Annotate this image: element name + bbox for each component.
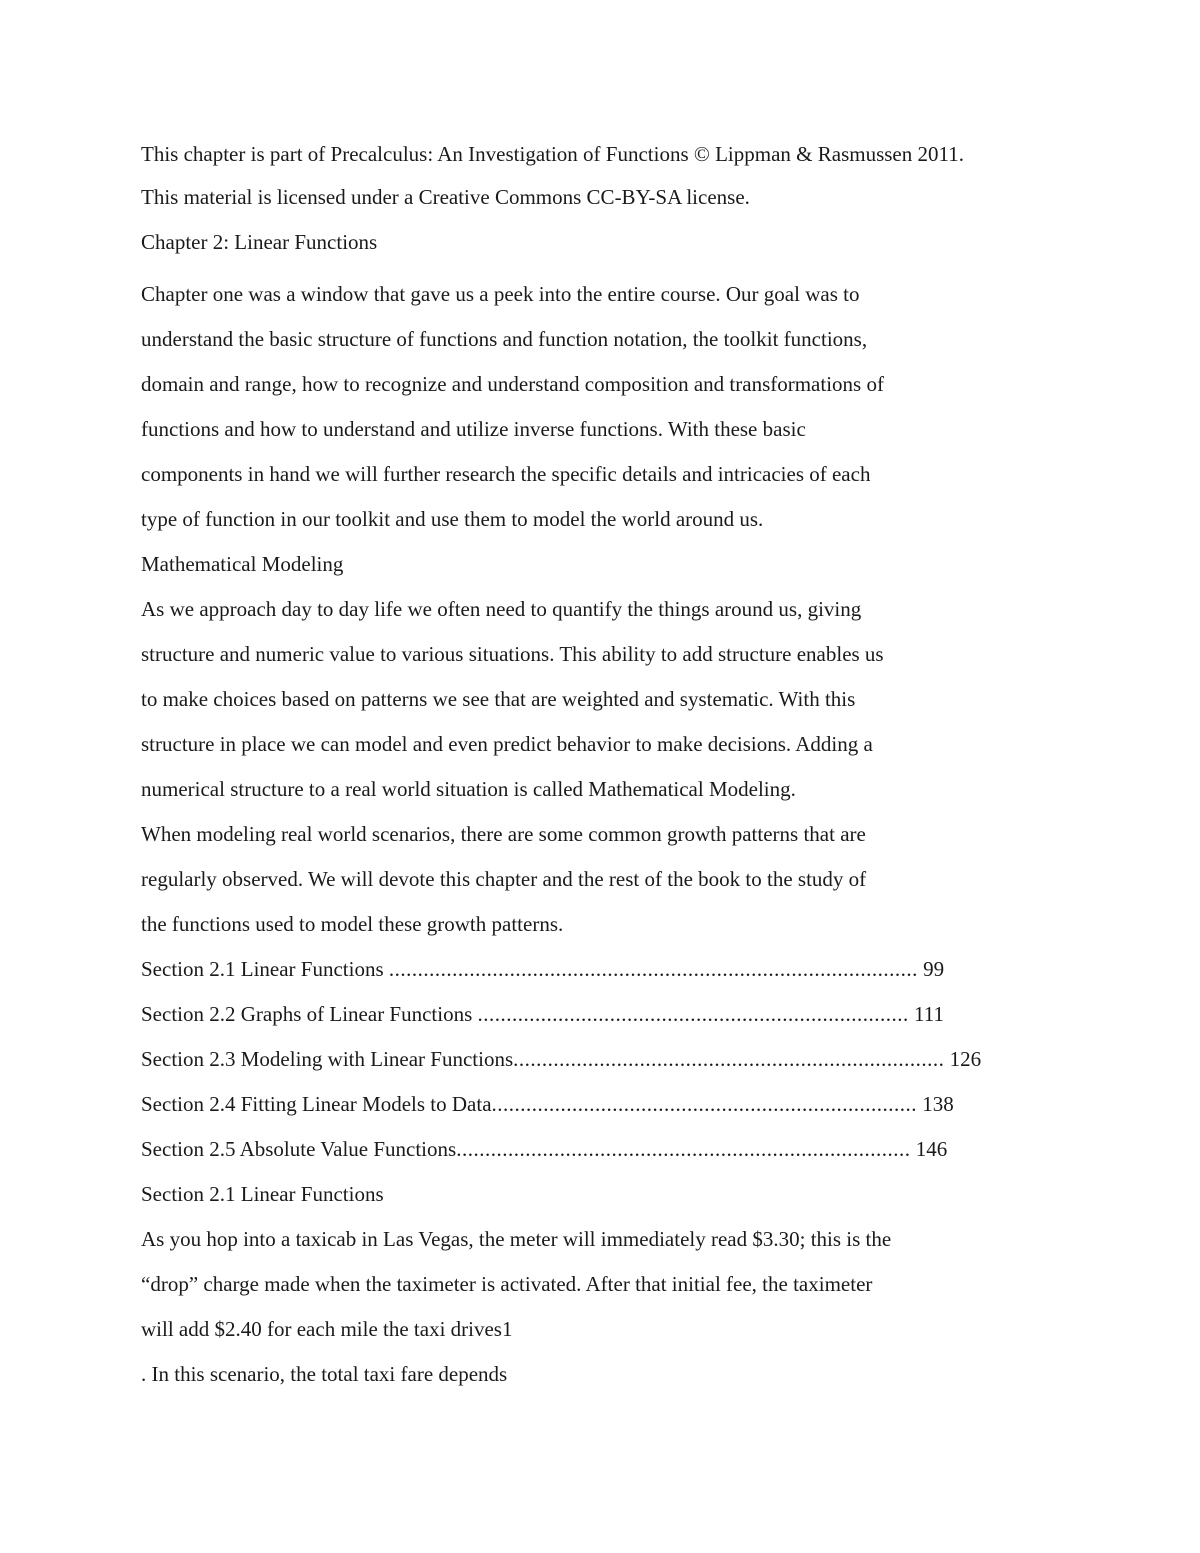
toc-label: Section 2.4 Fitting Linear Models to Data xyxy=(141,1092,492,1116)
toc-label: Section 2.2 Graphs of Linear Functions xyxy=(141,1002,478,1026)
toc-entry-2-3[interactable] xyxy=(141,1037,1021,1082)
text-line: functions and how to understand and utilize inverse functions. With these basic xyxy=(141,417,806,441)
text-line: structure and numeric value to various situations. This ability to add structure enables us xyxy=(141,642,884,666)
toc-leader-dots: ........................................................................... xyxy=(513,1047,945,1071)
text-line: understand the basic structure of functions and function notation, the toolkit functions, xyxy=(141,327,868,351)
copyright-notice: This chapter is part of Precalculus: An Investigation of Functions © Lippman & Rasmussen 2011. xyxy=(141,142,964,166)
toc-entry-2-1[interactable] xyxy=(141,947,1021,992)
toc-page-number: 99 xyxy=(917,957,945,981)
text-line: numerical structure to a real world situation is called Mathematical Modeling. xyxy=(141,777,796,801)
text-line: the functions used to model these growth patterns. xyxy=(141,912,564,936)
toc-label: Section 2.3 Modeling with Linear Functions xyxy=(141,1047,514,1071)
toc-page-number: 146 xyxy=(910,1137,948,1161)
text-line: components in hand we will further research the specific details and intricacies of each xyxy=(141,462,871,486)
toc-entry-2-4[interactable] xyxy=(141,1082,1021,1127)
text-line: structure in place we can model and even predict behavior to make decisions. Adding a xyxy=(141,732,873,756)
toc-leader-dots: ............................................................................... xyxy=(456,1137,911,1161)
table-of-contents xyxy=(141,947,1021,1172)
toc-leader-dots: .......................................................................... xyxy=(491,1092,918,1116)
toc-page-number: 126 xyxy=(944,1047,982,1071)
toc-label: Section 2.1 Linear Functions xyxy=(141,957,389,981)
toc-leader-dots: ........................................................................... xyxy=(477,1002,909,1026)
toc-entry-2-2[interactable] xyxy=(141,992,1021,1037)
text-line: When modeling real world scenarios, there are some common growth patterns that are xyxy=(141,822,866,846)
chapter-intro-paragraph xyxy=(141,272,1021,542)
section-paragraph xyxy=(141,1217,1021,1397)
license-notice: This material is licensed under a Creative Commons CC-BY-SA license. xyxy=(141,185,750,209)
text-line: As you hop into a taxicab in Las Vegas, the meter will immediately read $3.30; this is the xyxy=(141,1227,892,1251)
text-line: will add $2.40 for each mile the taxi drives1 xyxy=(141,1317,513,1341)
toc-label: Section 2.5 Absolute Value Functions xyxy=(141,1137,457,1161)
modeling-heading: Mathematical Modeling xyxy=(141,552,344,576)
text-line: Chapter one was a window that gave us a peek into the entire course. Our goal was to xyxy=(141,282,860,306)
toc-page-number: 138 xyxy=(917,1092,954,1116)
section-heading: Section 2.1 Linear Functions xyxy=(141,1182,384,1206)
text-line: domain and range, how to recognize and understand composition and transformations of xyxy=(141,372,884,396)
text-line: “drop” charge made when the taximeter is activated. After that initial fee, the taximeter xyxy=(141,1272,873,1296)
document-page xyxy=(141,140,1021,1397)
toc-entry-2-5[interactable] xyxy=(141,1127,1021,1172)
modeling-paragraph-1 xyxy=(141,587,1021,812)
text-line: regularly observed. We will devote this chapter and the rest of the book to the study of xyxy=(141,867,867,891)
text-line: . In this scenario, the total taxi fare depends xyxy=(141,1362,508,1386)
toc-page-number: 111 xyxy=(908,1002,944,1026)
toc-leader-dots: ............................................................................................ xyxy=(388,957,918,981)
text-line: As we approach day to day life we often need to quantify the things around us, giving xyxy=(141,597,862,621)
modeling-paragraph-2 xyxy=(141,812,1021,947)
text-line: to make choices based on patterns we see that are weighted and systematic. With this xyxy=(141,687,856,711)
text-line: type of function in our toolkit and use them to model the world around us. xyxy=(141,507,764,531)
chapter-title: Chapter 2: Linear Functions xyxy=(141,230,378,254)
